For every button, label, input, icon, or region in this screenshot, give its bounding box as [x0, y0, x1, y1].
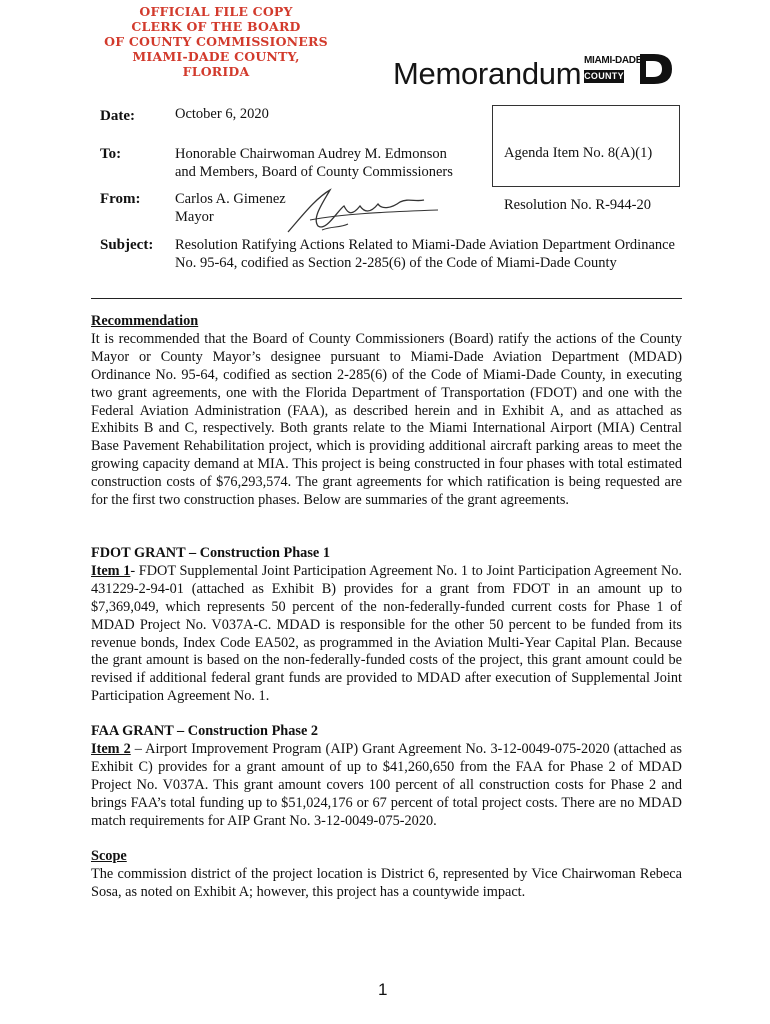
fdot-grant-section	[91, 545, 682, 706]
official-file-copy-stamp	[100, 4, 332, 79]
stamp-line-1: OFFICIAL FILE COPY	[139, 4, 293, 19]
scope-heading: Scope	[91, 848, 127, 864]
faa-grant-heading: FAA GRANT – Construction Phase 2	[91, 723, 319, 739]
recommendation-heading: Recommendation	[91, 313, 199, 329]
date-value: October 6, 2020	[175, 106, 269, 122]
item-2-paragraph	[91, 741, 682, 831]
item-1-paragraph	[91, 563, 682, 706]
date-label: Date:	[100, 108, 135, 124]
subject-label: Subject:	[100, 237, 154, 253]
to-label: To:	[100, 146, 122, 162]
item-2-label: Item 2	[91, 740, 131, 757]
stamp-line-4: MIAMI-DADE COUNTY, FLORIDA	[132, 49, 300, 79]
recommendation-section	[91, 313, 682, 510]
from-line-1: Carlos A. Gimenez	[175, 191, 286, 207]
resolution-number: Resolution No. R-944-20	[504, 197, 652, 213]
stamp-line-2: CLERK OF THE BOARD	[131, 19, 301, 34]
from-label: From:	[100, 191, 141, 207]
to-line-2: and Members, Board of County Commissioners	[175, 164, 453, 180]
subject-value: Resolution Ratifying Actions Related to Miami-Dade Aviation Department Ordinance No. 95-64, codified as Section 2-285(6) of the Code of Miami-Dade County	[175, 237, 675, 271]
from-sender	[175, 190, 286, 226]
page-number: 1	[378, 980, 388, 999]
header-divider	[91, 298, 682, 299]
item-1-text: - FDOT Supplemental Joint Participation Agreement No. 1 to Joint Participation Agreement No. 431229-2-94-01 (attached as Exhibit B) provides for a grant from FDOT in an amount up to $7,369,049, which represents 50 percent of the non-federally-funded current costs for Phase 1 of MDAD Project No. V037A-C. MDAD is responsible for the other 50 percent to be funded from its revenue bonds, Index Code EA502, as programmed in the Aviation Multi-Year Capital Plan. Because the grant amount is based on the non-federally-funded costs of the project, this grant amount could be revised if additional federal grant funds are provided to MDAD after execution of Supplemental Joint Participation Agreement No. 1.	[91, 562, 682, 705]
item-1-label: Item 1	[91, 562, 131, 579]
scope-paragraph: The commission district of the project location is District 6, represented by Vice Chairwoman Rebeca Sosa, as noted on Exhibit A; however, this project has a countywide impact.	[91, 865, 682, 900]
to-recipients	[175, 145, 453, 181]
recommendation-paragraph: It is recommended that the Board of County Commissioners (Board) ratify the actions of the County Mayor or County Mayor’s designee pursuant to Miami-Dade Aviation Department (MDAD) Ordinance No. 95-64, codified as section 2-285(6) of the Code of Miami-Dade County, in executing two grant agreements, one with the Florida Department of Transportation (FDOT) and one with the Federal Aviation Administration (FAA), as described herein and in Exhibit A, and as attached as Exhibits B and C, respectively. Both grants relate to the Miami International Airport (MIA) Central Base Pavement Rehabilitation project, which is providing additional aircraft parking areas to meet the growing capacity demand at MIA. This project is being constructed in four phases with total estimated construction costs of $76,293,574. The grant agreements for which ratification is being requested are for the first two construction phases. Below are summaries of the grant agreements.	[91, 330, 682, 509]
miami-dade-county-logo	[582, 52, 674, 86]
scope-section	[91, 848, 682, 902]
memorandum-title: Memorandum	[393, 56, 582, 91]
fdot-grant-heading: FDOT GRANT – Construction Phase 1	[91, 545, 330, 561]
logo-text-miami-dade: MIAMI-DADE	[584, 55, 643, 66]
to-line-1: Honorable Chairwoman Audrey M. Edmonson	[175, 146, 447, 162]
agenda-item-number: Agenda Item No. 8(A)(1)	[504, 145, 653, 161]
faa-grant-section	[91, 723, 682, 830]
logo-text-county: COUNTY	[584, 71, 624, 81]
from-line-2: Mayor	[175, 209, 214, 225]
mayor-signature-icon	[282, 186, 442, 238]
item-2-text: – Airport Improvement Program (AIP) Grant Agreement No. 3-12-0049-075-2020 (attached as Exhibit C) provides for a grant amount of up to $41,260,650 from the FAA for Phase 2 of MDAD Project No. V037A. This grant amount covers 100 percent of all construction costs for Phase 2 and brings FAA’s total funding up to $51,024,176 or 67 percent of total project costs. There are no MDAD match requirements for AIP Grant No. 3-12-0049-075-2020.	[91, 740, 682, 829]
stamp-line-3: OF COUNTY COMMISSIONERS	[104, 34, 328, 49]
